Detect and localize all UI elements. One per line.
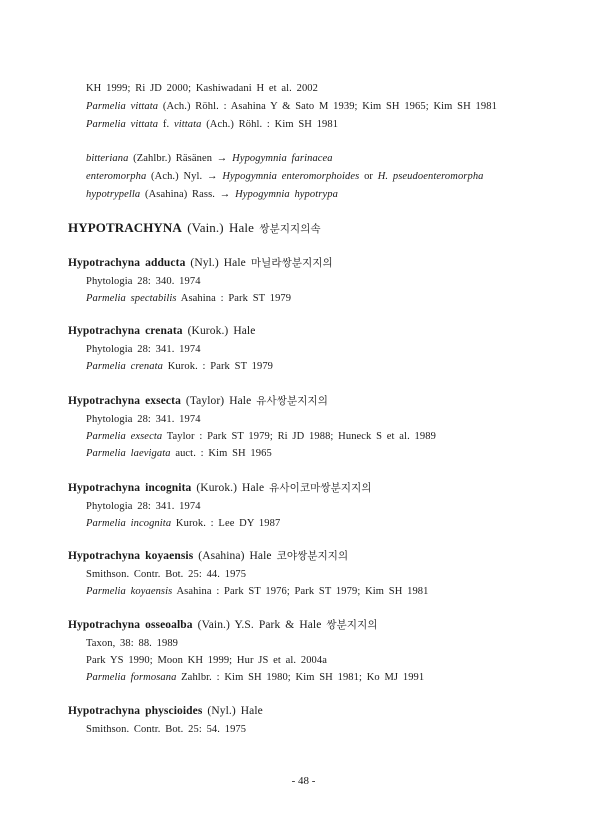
synonym-line (86, 100, 497, 114)
cross-reference (86, 152, 333, 166)
species-heading (68, 394, 328, 409)
species-name: Hypotrachyna osseoalba (68, 619, 193, 631)
synonym-species: Parmelia spectabilis (86, 293, 177, 304)
synonym-species: Parmelia crenata (86, 361, 163, 372)
synonym-species: Parmelia formosana (86, 672, 177, 683)
synonym-citation: (Ach.) Röhl. : Kim SH 1981 (206, 119, 339, 130)
epithet: hypotrypella (86, 189, 141, 200)
author-arrow: (Zahlbr.) Räsänen → (133, 153, 228, 164)
citation-line (86, 654, 327, 668)
page-number: - 48 - (291, 775, 316, 787)
species-heading (68, 618, 378, 633)
publication-text: Smithson. Contr. Bot. 25: 44. 1975 (86, 569, 247, 580)
publication-text: Phytologia 28: 341. 1974 (86, 501, 201, 512)
cross-reference (86, 188, 338, 202)
species-name: Hypotrachyna exsecta (68, 395, 181, 407)
synonym-species: Parmelia vittata (86, 119, 159, 130)
synonym-citation: Taylor : Park ST 1979; Ri JD 1988; Huneck S et al. 1989 (166, 431, 436, 442)
epithet: bitteriana (86, 153, 129, 164)
species-author: (Taylor) Hale (185, 395, 252, 407)
publication-text: Phytologia 28: 341. 1974 (86, 344, 201, 355)
species-heading (68, 549, 348, 564)
korean-name: 유사이코마쌍분지지의 (269, 482, 372, 494)
species-heading (68, 704, 263, 719)
korean-name: 코야쌍분지지의 (276, 550, 349, 562)
publication (86, 500, 201, 514)
synonym-line (86, 360, 273, 374)
publication (86, 275, 201, 289)
synonym-citation: Asahina : Park ST 1979 (180, 293, 292, 304)
publication (86, 637, 178, 651)
species-author: (Asahina) Hale (198, 550, 272, 562)
citation-text: KH 1999; Ri JD 2000; Kashiwadani H et al. 2002 (86, 83, 318, 94)
synonym-line (86, 447, 272, 461)
synonym-line (86, 671, 424, 685)
species-author: (Nyl.) Hale (207, 705, 263, 717)
species-author: (Kurok.) Hale (187, 325, 256, 337)
publication-text: Taxon, 38: 88. 1989 (86, 638, 179, 649)
species-name: Hypotrachyna crenata (68, 325, 183, 337)
synonym-line (86, 585, 429, 599)
conjunction: or (364, 171, 374, 182)
korean-name: 마닐라쌍분지지의 (250, 257, 333, 269)
author-arrow: (Ach.) Nyl. → (151, 171, 218, 182)
synonym-line (86, 517, 280, 531)
species-heading (68, 256, 333, 271)
synonym-citation: Kurok. : Park ST 1979 (167, 361, 274, 372)
target-name: Hypogymnia farinacea (232, 153, 333, 164)
infraspecific-epithet: vittata (173, 119, 202, 130)
species-name: Hypotrachyna koyaensis (68, 550, 194, 562)
synonym-species: Parmelia koyaensis (86, 586, 173, 597)
publication-text: Phytologia 28: 341. 1974 (86, 414, 201, 425)
publication-text: Smithson. Contr. Bot. 25: 54. 1975 (86, 724, 247, 735)
korean-name: 유사쌍분지지의 (256, 395, 328, 407)
publication (86, 413, 201, 427)
synonym-line (86, 118, 338, 132)
synonym-citation: (Ach.) Röhl. : Asahina Y & Sato M 1939; Kim SH 1965; Kim SH 1981 (162, 101, 497, 112)
publication (86, 723, 246, 737)
synonym-species: Parmelia incognita (86, 518, 172, 529)
synonym-species: Parmelia vittata (86, 101, 159, 112)
genus-korean-name: 쌍분지지의속 (259, 223, 321, 235)
epithet: enteromorpha (86, 171, 147, 182)
target-name: Hypogymnia hypotrypa (235, 189, 338, 200)
korean-name: 쌍분지지의 (326, 619, 378, 631)
species-name: Hypotrachyna adducta (68, 257, 186, 269)
species-heading (68, 481, 372, 496)
synonym-species: Parmelia laevigata (86, 448, 171, 459)
genus-author: (Vain.) Hale (187, 220, 254, 235)
genus-heading (68, 219, 321, 238)
synonym-citation: Kurok. : Lee DY 1987 (175, 518, 281, 529)
species-author: (Vain.) Y.S. Park & Hale (197, 619, 322, 631)
species-name: Hypotrachyna physcioides (68, 705, 203, 717)
publication-text: Phytologia 28: 340. 1974 (86, 276, 201, 287)
synonym-line (86, 292, 291, 306)
target-name: H. pseudoenteromorpha (377, 171, 484, 182)
cross-reference (86, 170, 484, 184)
genus-name: HYPOTRACHYNA (68, 220, 182, 235)
author-arrow: (Asahina) Rass. → (145, 189, 231, 200)
publication (86, 568, 246, 582)
synonym-citation: auct. : Kim SH 1965 (175, 448, 272, 459)
citation-text: Park YS 1990; Moon KH 1999; Hur JS et al. 2004a (86, 655, 328, 666)
citation-line (86, 82, 318, 96)
species-author: (Nyl.) Hale (190, 257, 246, 269)
synonym-line (86, 430, 436, 444)
target-name: Hypogymnia enteromorphoides (222, 171, 360, 182)
rank-marker: f. (162, 119, 170, 130)
synonym-citation: Zahlbr. : Kim SH 1980; Kim SH 1981; Ko MJ 1991 (181, 672, 425, 683)
species-heading (68, 324, 255, 339)
publication (86, 343, 201, 357)
species-name: Hypotrachyna incognita (68, 482, 192, 494)
synonym-citation: Asahina : Park ST 1976; Park ST 1979; Kim SH 1981 (176, 586, 429, 597)
synonym-species: Parmelia exsecta (86, 431, 163, 442)
species-author: (Kurok.) Hale (196, 482, 265, 494)
